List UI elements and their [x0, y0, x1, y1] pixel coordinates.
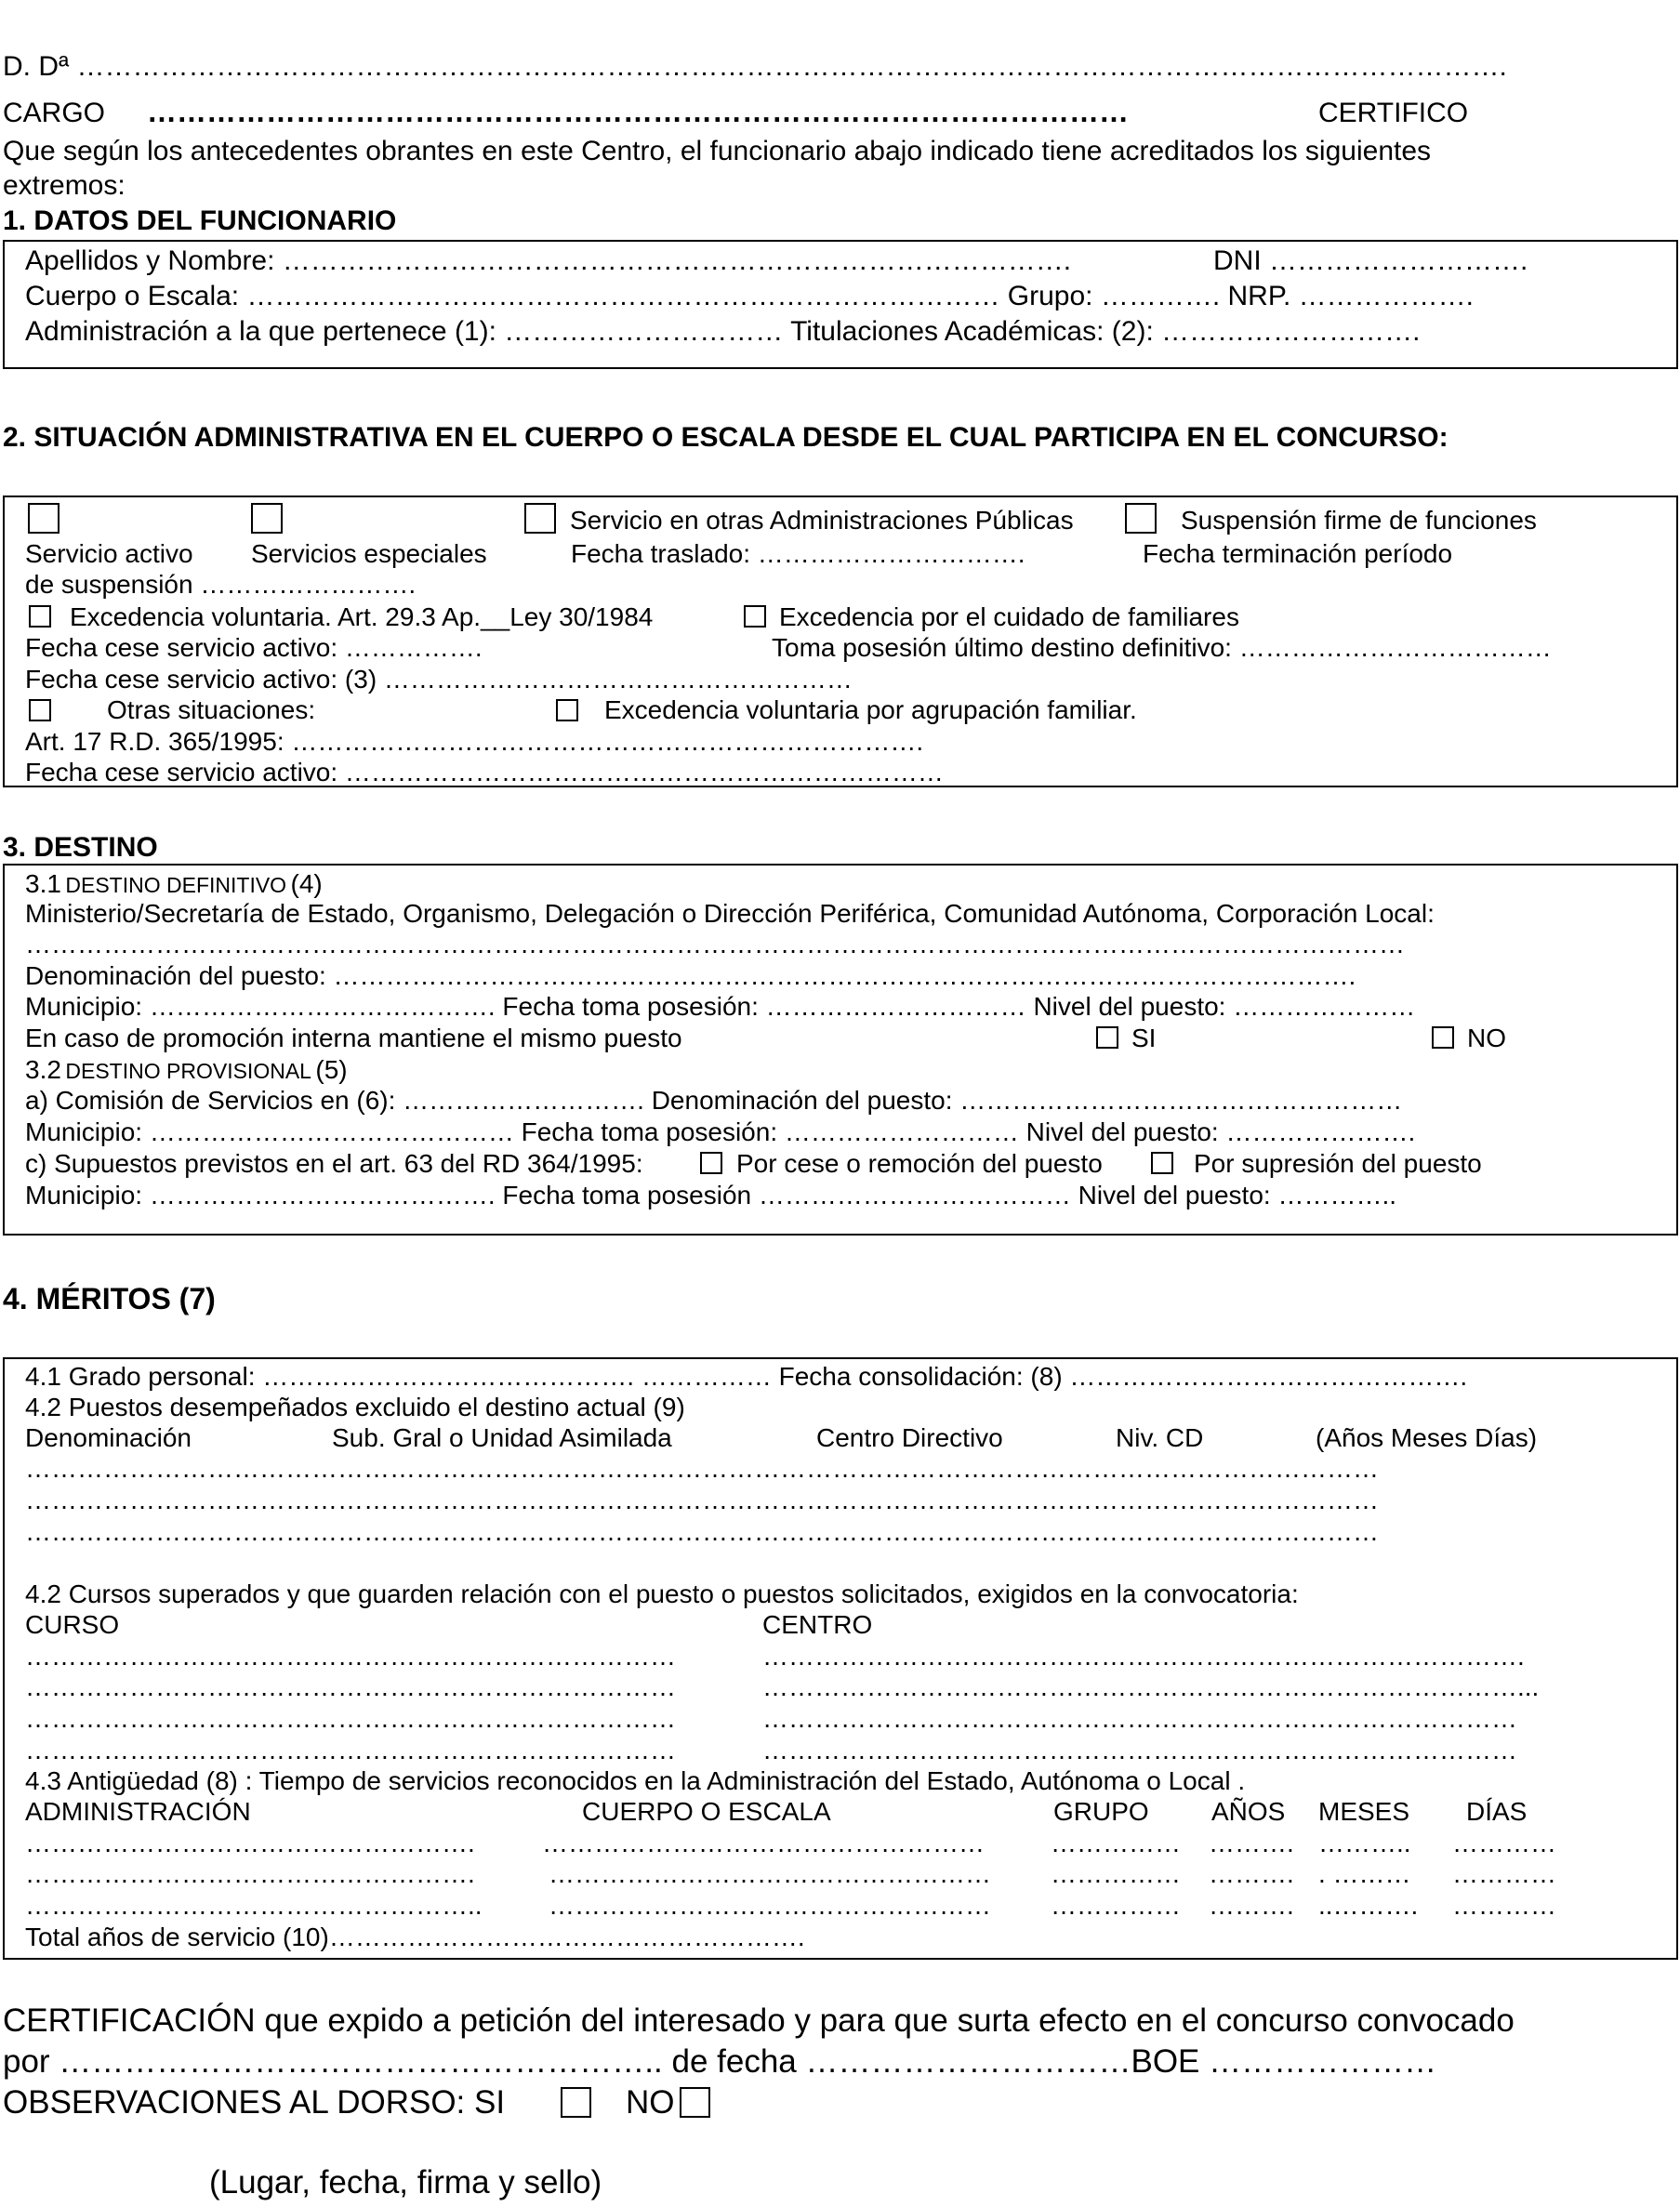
puestos-row-3[interactable]: …………………………………………………………………………………………………………………………………………	[25, 1517, 1379, 1546]
observaciones-no-label: NO	[626, 2084, 675, 2121]
ant-header-cuerpo: CUERPO O ESCALA	[582, 1797, 831, 1826]
certifico-label: CERTIFICO	[1318, 98, 1469, 128]
curso-row-2[interactable]: …………………………………………………………………	[25, 1672, 676, 1701]
art17-field[interactable]: Art. 17 R.D. 365/1995: ……………………………………………………………….	[25, 727, 924, 756]
certificacion-line-1: CERTIFICACIÓN que expido a petición del interesado y para que surta efecto en el concurso convocado	[3, 2002, 1515, 2039]
antiguedad-label: 4.3 Antigüedad (8) : Tiempo de servicios reconocidos en la Administración del Estado, Autónoma o Local .	[25, 1766, 1246, 1795]
ant-row-2-administracion[interactable]: …………………………………………….	[25, 1859, 475, 1888]
excedencia-agrupacion-checkbox[interactable]	[556, 699, 578, 721]
promocion-si-label: SI	[1131, 1024, 1157, 1052]
centro-row-1[interactable]: …………………………………………………………………………….	[762, 1642, 1525, 1671]
otras-administraciones-checkbox[interactable]	[524, 503, 556, 534]
ant-row-3-anos[interactable]: ……….	[1209, 1891, 1294, 1920]
centro-row-2[interactable]: ……………………………………………………………………………...	[762, 1672, 1540, 1701]
promocion-label: En caso de promoción interna mantiene el mismo puesto	[25, 1024, 682, 1052]
ant-header-anos: AÑOS	[1211, 1797, 1286, 1826]
ant-row-2-meses[interactable]: . ………	[1318, 1859, 1411, 1888]
administracion-titulaciones-field[interactable]: Administración a la que pertenece (1): ………………………… Titulaciones Académicas: (2): ……………………….	[25, 316, 1421, 347]
municipio-field-3[interactable]: Municipio: …………………………………. Fecha toma posesión ……………………………… Nivel del puesto: …………..	[25, 1181, 1397, 1209]
ministerio-label: Ministerio/Secretaría de Estado, Organismo, Delegación o Dirección Periférica, Comunidad Autónoma, Corporación Local:	[25, 899, 1435, 928]
promocion-no-label: NO	[1467, 1024, 1506, 1052]
observaciones-no-checkbox[interactable]	[680, 2087, 710, 2118]
fecha-cese-field-1[interactable]: Fecha cese servicio activo: …………….	[25, 633, 483, 662]
suspension-label: Suspensión firme de funciones	[1181, 506, 1537, 535]
ant-row-3-cuerpo[interactable]: ……………………………………………	[549, 1891, 991, 1920]
grado-field[interactable]: 4.1 Grado personal: ……………………………………. …………… Fecha consolidación: (8) ……………………………………….	[25, 1362, 1468, 1391]
puestos-label: 4.2 Puestos desempeñados excluido el destino actual (9)	[25, 1393, 685, 1421]
comision-field[interactable]: a) Comisión de Servicios en (6): ………………………. Denominación del puesto: ……………………………………………	[25, 1086, 1403, 1115]
servicio-activo-checkbox[interactable]	[28, 503, 60, 534]
supuestos-label: c) Supuestos previstos en el art. 63 del RD 364/1995:	[25, 1149, 643, 1178]
ant-row-1-cuerpo[interactable]: ……………………………………………	[542, 1829, 985, 1857]
puestos-header-nivcd: Niv. CD	[1116, 1423, 1204, 1452]
excedencia-voluntaria-checkbox[interactable]	[29, 605, 51, 628]
centro-header: CENTRO	[762, 1610, 873, 1639]
section-3-title: 3. DESTINO	[3, 832, 158, 863]
excedencia-voluntaria-label: Excedencia voluntaria. Art. 29.3 Ap.__Ley 30/1984	[70, 602, 654, 631]
cuerpo-grupo-nrp-field[interactable]: Cuerpo o Escala: ……………………………………………………………………… Grupo: …………. NRP. ……………….	[25, 281, 1474, 311]
intro-line-2: extremos:	[3, 170, 126, 201]
de-suspension-field[interactable]: de suspensión …………………….	[25, 570, 417, 599]
ant-row-3-meses[interactable]: ..……….	[1318, 1891, 1419, 1920]
section-2-title: 2. SITUACIÓN ADMINISTRATIVA EN EL CUERPO O ESCALA DESDE EL CUAL PARTICIPA EN EL CONCURSO:	[3, 422, 1449, 453]
otras-situaciones-checkbox[interactable]	[29, 699, 51, 721]
ant-row-2-dias[interactable]: …………	[1452, 1859, 1556, 1888]
municipio-field-2[interactable]: Municipio: …………………………………… Fecha toma posesión: ……………………… Nivel del puesto: ………………….	[25, 1117, 1416, 1146]
ant-header-administracion: ADMINISTRACIÓN	[25, 1797, 251, 1826]
toma-posesion-field[interactable]: Toma posesión último destino definitivo: ………………………………	[772, 633, 1552, 662]
ant-header-grupo: GRUPO	[1053, 1797, 1149, 1826]
ant-row-3-dias[interactable]: …………	[1452, 1891, 1556, 1920]
excedencia-cuidado-label: Excedencia por el cuidado de familiares	[779, 602, 1239, 631]
puestos-row-1[interactable]: …………………………………………………………………………………………………………………………………………	[25, 1454, 1379, 1483]
puestos-row-2[interactable]: …………………………………………………………………………………………………………………………………………	[25, 1486, 1379, 1514]
por-cese-label: Por cese o remoción del puesto	[736, 1149, 1103, 1178]
ant-header-meses: MESES	[1318, 1797, 1410, 1826]
ant-row-2-grupo[interactable]: ……………	[1051, 1859, 1181, 1888]
denominacion-field[interactable]: Denominación del puesto: ……………………………………………………………………………………………………….	[25, 961, 1356, 990]
otras-situaciones-label: Otras situaciones:	[107, 695, 316, 724]
fecha-traslado-field[interactable]: Fecha traslado: ………………………….	[571, 539, 1025, 568]
cargo-label: CARGO	[3, 98, 106, 128]
ant-row-1-meses[interactable]: ………..	[1318, 1829, 1411, 1857]
ant-row-1-administracion[interactable]: …………………………………………….	[25, 1829, 475, 1857]
por-supresion-checkbox[interactable]	[1151, 1152, 1173, 1174]
cargo-field[interactable]: ………………………………………………………………………………………	[147, 95, 1129, 128]
destino-provisional-heading: 3.2 DESTINO PROVISIONAL (5)	[25, 1055, 348, 1084]
apellidos-field[interactable]: Apellidos y Nombre: ………………………………………………………………………….	[25, 245, 1072, 276]
ant-row-3-administracion[interactable]: ……………………………………………..	[25, 1891, 483, 1920]
ministerio-field[interactable]: ……………………………………………………………………………………………………………………………………………	[25, 930, 1405, 958]
centro-row-4[interactable]: ……………………………………………………………………………	[762, 1736, 1517, 1764]
municipio-field-1[interactable]: Municipio: …………………………………. Fecha toma posesión: ………………………… Nivel del puesto: …………………	[25, 992, 1416, 1021]
puestos-header-subgral: Sub. Gral o Unidad Asimilada	[332, 1423, 672, 1452]
ant-header-dias: DÍAS	[1466, 1797, 1528, 1826]
ant-row-2-cuerpo[interactable]: ……………………………………………	[549, 1859, 991, 1888]
ant-row-1-anos[interactable]: ……….	[1209, 1829, 1294, 1857]
excedencia-agrupacion-label: Excedencia voluntaria por agrupación familiar.	[604, 695, 1137, 724]
puestos-header-denominacion: Denominación	[25, 1423, 192, 1452]
fecha-cese-final-field[interactable]: Fecha cese servicio activo: ……………………………………………………………	[25, 758, 944, 786]
promocion-no-checkbox[interactable]	[1432, 1026, 1454, 1049]
dda-field[interactable]: D. Dª ……………………………………………………………………………………………………………………………………….	[3, 51, 1507, 82]
ant-row-2-anos[interactable]: ……….	[1209, 1859, 1294, 1888]
certificacion-line-2[interactable]: por ……………………………………………….. de fecha …………………………BOE …………………	[3, 2043, 1437, 2080]
ant-row-3-grupo[interactable]: ……………	[1051, 1891, 1181, 1920]
promocion-si-checkbox[interactable]	[1096, 1026, 1118, 1049]
servicios-especiales-label: Servicios especiales	[251, 539, 487, 568]
ant-row-1-grupo[interactable]: ……………	[1051, 1829, 1181, 1857]
total-servicio-field[interactable]: Total años de servicio (10)……………………………………………….	[25, 1923, 805, 1951]
puestos-header-centro: Centro Directivo	[816, 1423, 1003, 1452]
ant-row-1-dias[interactable]: …………	[1452, 1829, 1556, 1857]
observaciones-label: OBSERVACIONES AL DORSO: SI	[3, 2084, 506, 2121]
curso-header: CURSO	[25, 1610, 120, 1639]
dni-field[interactable]: DNI ……………………….	[1213, 245, 1528, 276]
intro-line-1: Que según los antecedentes obrantes en este Centro, el funcionario abajo indicado tiene acreditados los siguientes	[3, 136, 1432, 166]
firma-label: (Lugar, fecha, firma y sello)	[209, 2164, 602, 2200]
destino-definitivo-heading: 3.1 DESTINO DEFINITIVO (4)	[25, 869, 323, 898]
servicios-especiales-checkbox[interactable]	[251, 503, 283, 534]
excedencia-cuidado-checkbox[interactable]	[744, 605, 766, 628]
curso-row-3[interactable]: …………………………………………………………………	[25, 1704, 676, 1733]
por-supresion-label: Por supresión del puesto	[1194, 1149, 1482, 1178]
otras-administraciones-label: Servicio en otras Administraciones Públicas	[570, 506, 1074, 535]
por-cese-checkbox[interactable]	[700, 1152, 722, 1174]
section-4-title: 4. MÉRITOS (7)	[3, 1282, 216, 1315]
curso-row-4[interactable]: …………………………………………………………………	[25, 1736, 676, 1764]
fecha-terminacion-label: Fecha terminación período	[1143, 539, 1453, 568]
puestos-header-tiempo: (Años Meses Días)	[1316, 1423, 1538, 1452]
section-1-title: 1. DATOS DEL FUNCIONARIO	[3, 205, 397, 236]
curso-row-1[interactable]: …………………………………………………………………	[25, 1642, 676, 1671]
centro-row-3[interactable]: ……………………………………………………………………………	[762, 1704, 1517, 1733]
suspension-checkbox[interactable]	[1125, 503, 1157, 534]
observaciones-si-checkbox[interactable]	[561, 2087, 591, 2118]
fecha-cese-field-3[interactable]: Fecha cese servicio activo: (3) ………………………………………………	[25, 665, 853, 694]
servicio-activo-label: Servicio activo	[25, 539, 193, 568]
cursos-label: 4.2 Cursos superados y que guarden relación con el puesto o puestos solicitados, exigidos en la convocatoria:	[25, 1579, 1299, 1608]
